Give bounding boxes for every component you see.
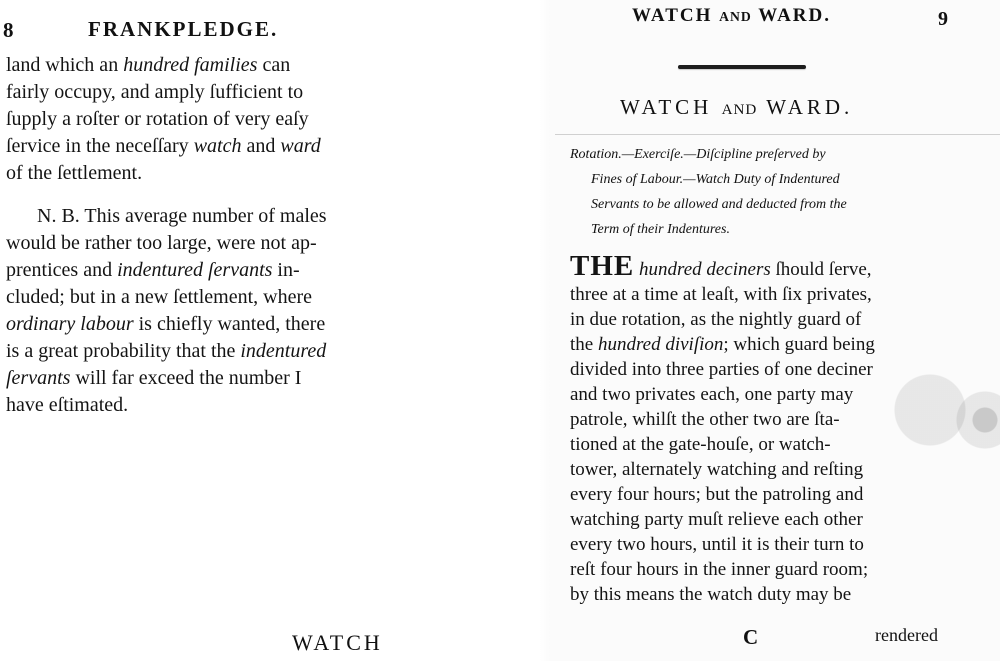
right-running-head	[632, 5, 831, 27]
right-main-line: the hundred diviſion; which guard being	[570, 334, 875, 355]
right-page	[555, 0, 1000, 661]
left-catchword: WATCH	[292, 630, 383, 655]
italic-phrase: ward	[280, 135, 321, 157]
right-main-paragraph	[570, 250, 956, 607]
summary-line: Rotation.—Exerciſe.—Diſcipline preſerved by	[570, 147, 826, 162]
title-separator	[555, 134, 1000, 135]
right-catchword: rendered	[875, 625, 938, 645]
chapter-title-end: WARD.	[766, 95, 854, 119]
left-p1-line: land which an hundred families can	[6, 54, 291, 76]
left-p2-line: would be rather too large, were not ap-	[6, 232, 317, 254]
right-main-line: watching party muſt relieve each other	[570, 509, 863, 530]
right-main-line: three at a time at leaſt, with ſix privates,	[570, 284, 872, 305]
left-p2-line: ordinary labour is chiefly wanted, there	[6, 313, 326, 335]
right-running-head-main: WATCH	[632, 5, 713, 26]
left-paragraph-2	[6, 203, 394, 419]
left-p2-line: prentices and indentured ſervants in-	[6, 259, 300, 281]
right-main-line: THE hundred deciners ſhould ſerve,	[570, 250, 872, 282]
summary-line: Fines of Labour.—Watch Duty of Indentured	[591, 172, 840, 187]
left-p1-line: fairly occupy, and amply ſufficient to	[6, 81, 304, 103]
italic-phrase: indentured ſervants	[117, 259, 273, 281]
summary-line: Term of their Indentures.	[591, 222, 730, 237]
right-main-line: tower, alternately watching and reſting	[570, 459, 864, 480]
right-main-line: and two privates each, one party may	[570, 384, 854, 405]
chapter-title-small: AND	[721, 102, 758, 118]
signature-mark: C	[743, 625, 759, 649]
italic-phrase: hundred diviſion	[597, 334, 724, 355]
italic-phrase: indentured	[240, 340, 327, 362]
right-main-line: in due rotation, as the nightly guard of	[570, 309, 862, 330]
left-p1-line: ſupply a roſter or rotation of very eaſy	[6, 108, 309, 130]
right-main-line: tioned at the gate-houſe, or watch-	[570, 434, 831, 455]
italic-phrase: watch	[193, 135, 242, 157]
left-p2-line: cluded; but in a new ſettlement, where	[6, 286, 313, 308]
italic-phrase: hundred deciners	[639, 259, 771, 280]
right-main-line: patrole, whilſt the other two are ſta-	[570, 409, 840, 430]
left-p1-line: ſervice in the neceſſary watch and ward	[6, 135, 321, 157]
right-main-line: reſt four hours in the inner guard room;	[570, 559, 869, 580]
left-p2-line: is a great probability that the indentured	[6, 340, 327, 362]
right-page-number: 9	[938, 8, 950, 30]
left-page	[0, 0, 430, 661]
left-running-head: FRANKPLEDGE.	[88, 17, 279, 41]
right-running-head-end: WARD.	[758, 5, 831, 26]
decorative-rule	[678, 65, 806, 69]
opening-capitals: THE	[570, 250, 635, 282]
right-main-line: divided into three parties of one deciner	[570, 359, 873, 380]
left-p2-line: have eſtimated.	[6, 394, 129, 416]
right-running-head-small: AND	[719, 9, 752, 24]
right-main-line: by this means the watch duty may be	[570, 584, 852, 605]
left-p1-line: of the ſettlement.	[6, 162, 143, 184]
left-page-number: 8	[3, 18, 16, 42]
italic-phrase: hundred families	[123, 54, 258, 76]
right-main-line: every four hours; but the patroling and	[570, 484, 864, 505]
chapter-title-main: WATCH	[620, 95, 713, 119]
left-paragraph-1	[6, 52, 394, 187]
left-p2-line: N. B. This average number of males	[37, 205, 327, 227]
right-main-line: every two hours, until it is their turn to	[570, 534, 864, 555]
summary-line: Servants to be allowed and deducted from the	[591, 197, 847, 212]
italic-phrase: ſervants	[6, 367, 71, 389]
left-p2-line: ſervants will far exceed the number I	[6, 367, 302, 389]
chapter-title	[620, 95, 853, 120]
chapter-summary	[570, 142, 955, 242]
italic-phrase: ordinary labour	[6, 313, 134, 335]
